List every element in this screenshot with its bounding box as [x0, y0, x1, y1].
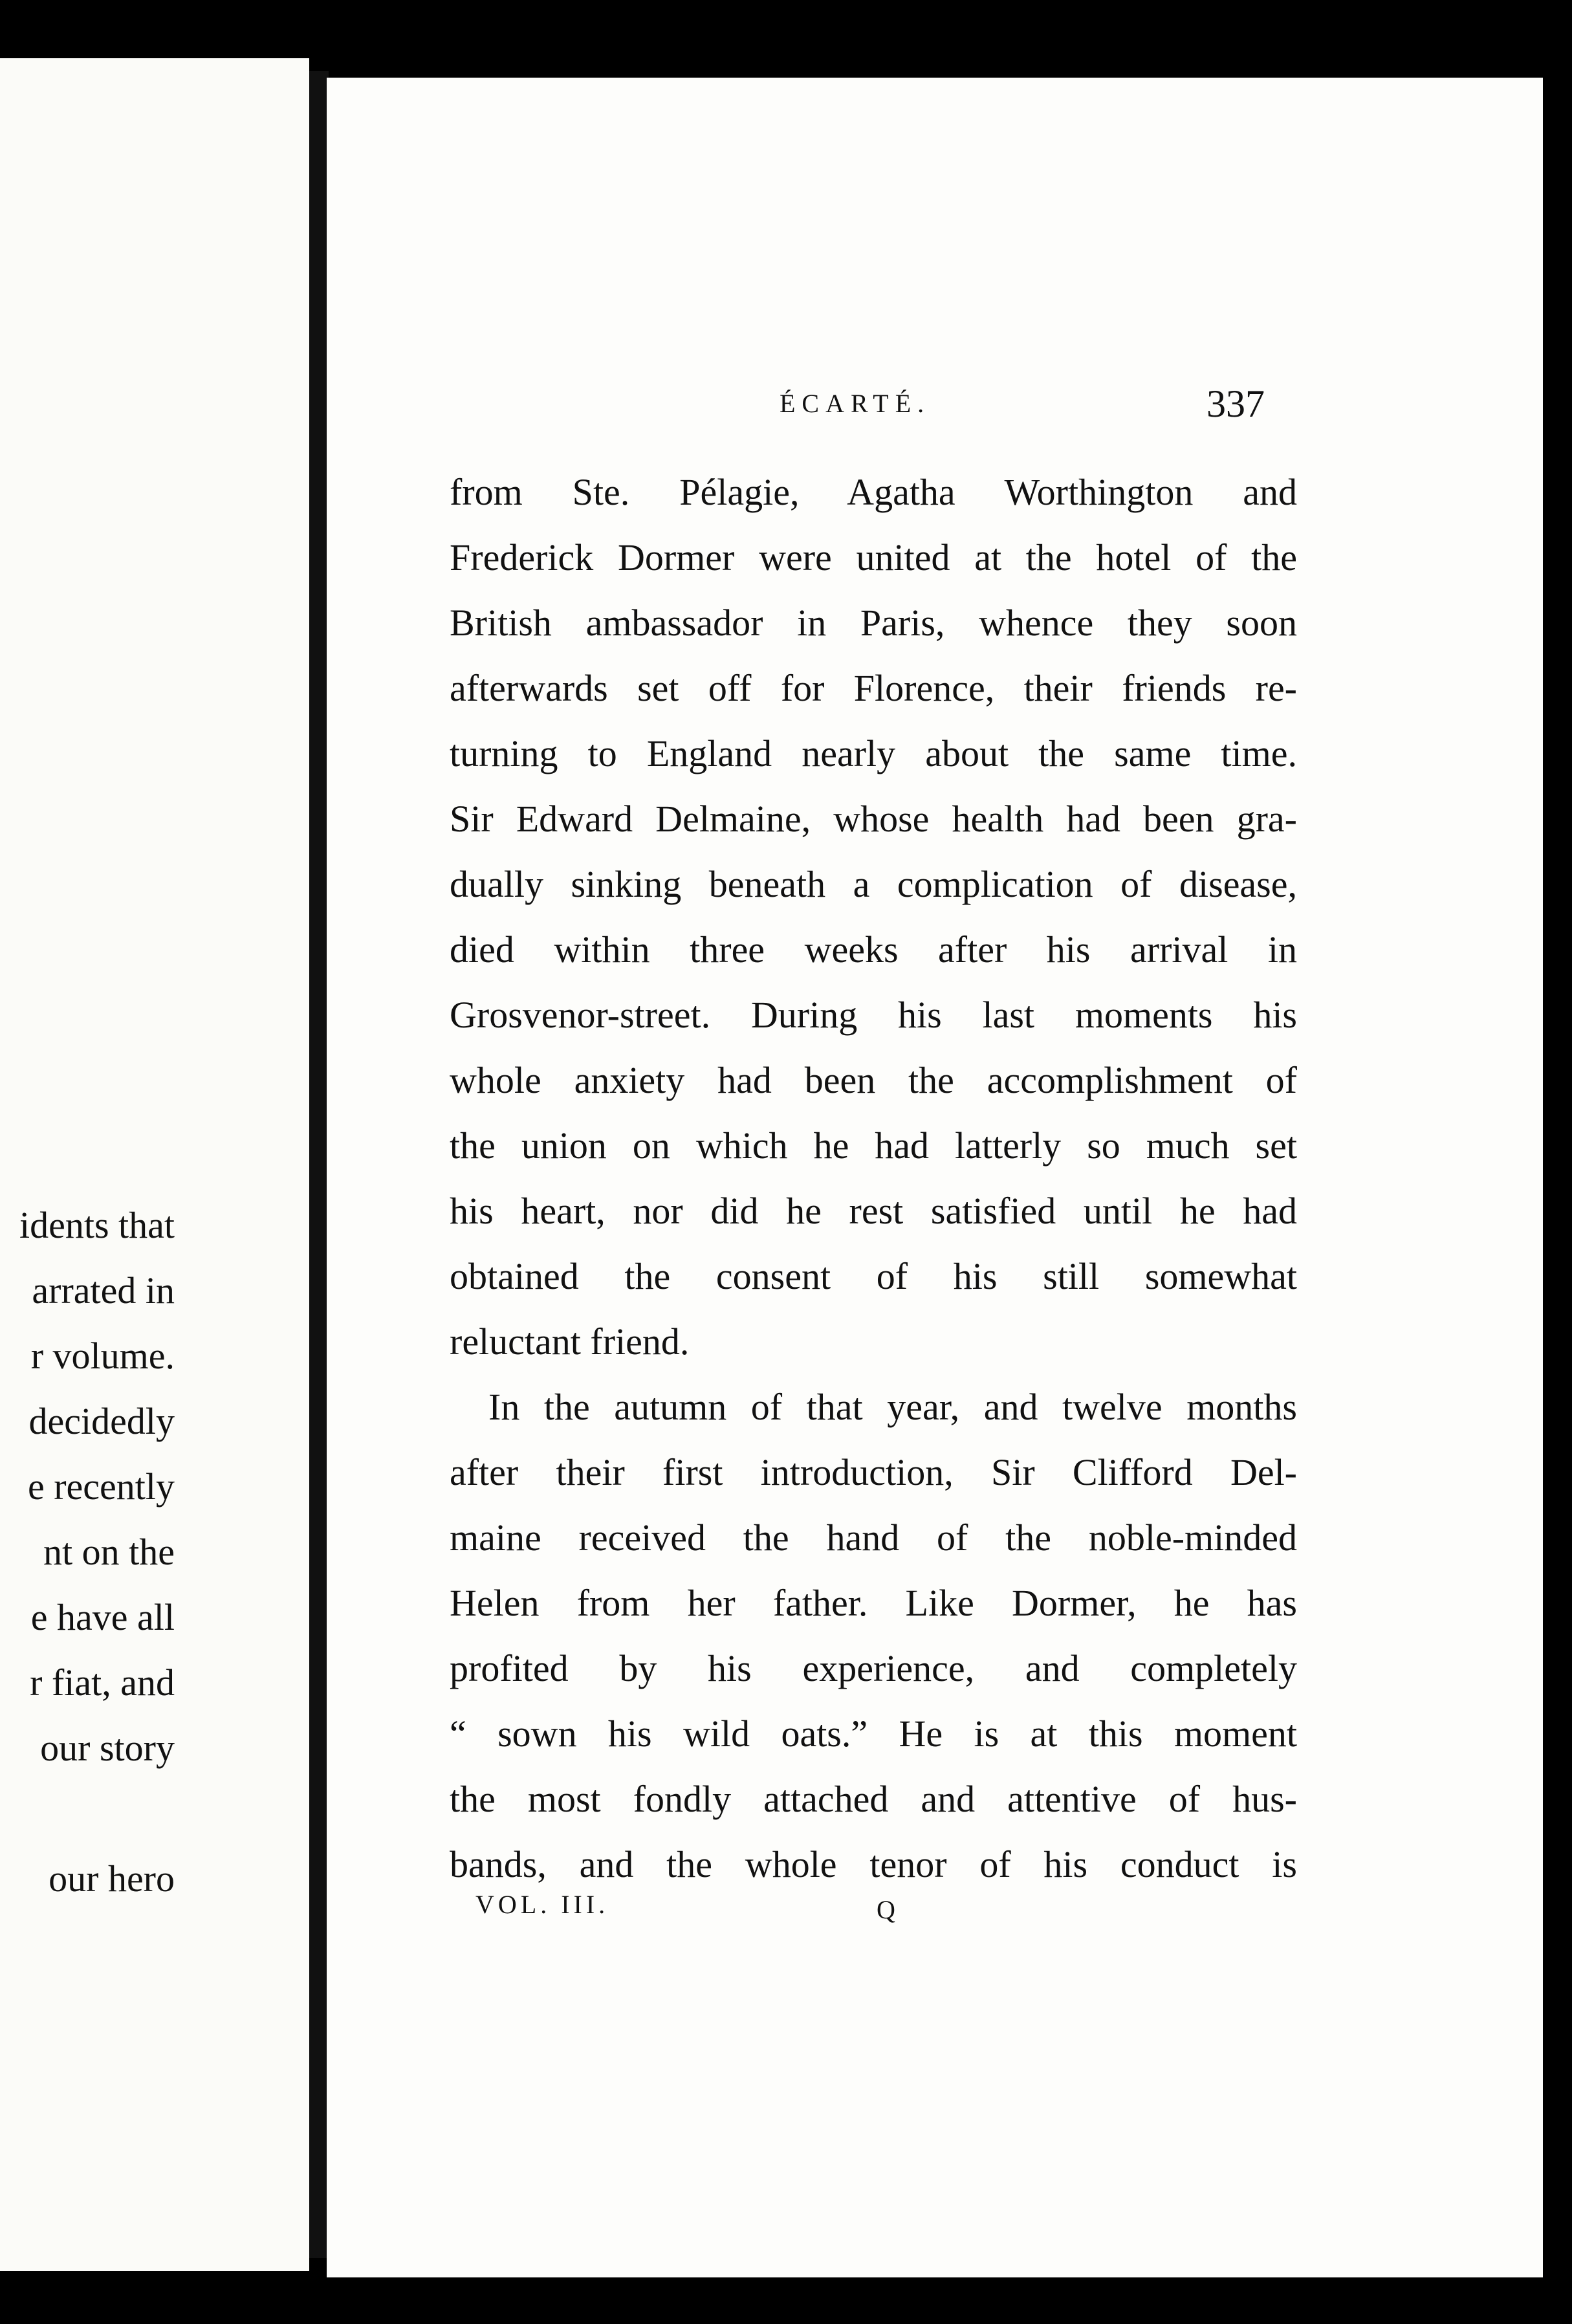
text-line: the union on which he had latterly so much set: [450, 1124, 1297, 1167]
text-line: turning to England nearly about the same time.: [450, 732, 1297, 774]
text-line: Grosvenor-street. During his last moments his: [450, 994, 1297, 1036]
text-line: reluctant friend.: [450, 1321, 690, 1363]
text-line: Sir Edward Delmaine, whose health had been gra-: [450, 798, 1297, 840]
page-number: 337: [1206, 382, 1265, 425]
left-page-line: arrated in: [32, 1269, 175, 1311]
right-page: [327, 78, 1543, 2277]
text-line: British ambassador in Paris, whence they soon: [450, 602, 1297, 644]
left-page-line: our hero: [49, 1858, 175, 1900]
left-facing-page: [0, 58, 309, 2271]
text-line: obtained the consent of his still somewhat: [450, 1255, 1297, 1297]
left-page-line: e have all: [30, 1596, 175, 1638]
text-line: Helen from her father. Like Dormer, he has: [450, 1582, 1297, 1624]
text-line: the most fondly attached and attentive of hus-: [450, 1778, 1297, 1820]
text-line: afterwards set off for Florence, their friends re-: [450, 667, 1297, 709]
text-line: maine received the hand of the noble-minded: [450, 1517, 1297, 1559]
running-title: ÉCARTÉ.: [780, 389, 931, 418]
text-line: bands, and the whole tenor of his conduct is: [450, 1843, 1297, 1885]
text-line: his heart, nor did he rest satisfied until he had: [450, 1190, 1297, 1232]
page-footer: [475, 1889, 1316, 1941]
left-page-line: idents that: [19, 1204, 175, 1246]
volume-marker: VOL. III.: [475, 1890, 609, 1919]
left-page-line: r fiat, and: [30, 1661, 175, 1704]
left-page-line: our story: [40, 1727, 175, 1769]
left-page-line: e recently: [27, 1465, 175, 1507]
left-page-line: decidedly: [28, 1400, 175, 1442]
text-line: profited by his experience, and completely: [450, 1647, 1297, 1689]
text-line: Frederick Dormer were united at the hotel of the: [450, 536, 1297, 578]
text-line: whole anxiety had been the accomplishment of: [450, 1059, 1297, 1101]
text-line: In the autumn of that year, and twelve months: [488, 1386, 1297, 1428]
text-line: dually sinking beneath a complication of disease,: [450, 863, 1297, 905]
left-page-line: r volume.: [30, 1335, 175, 1377]
left-page-line: nt on the: [43, 1531, 175, 1573]
book-gutter: [309, 71, 329, 2258]
text-line: “ sown his wild oats.” He is at this moment: [450, 1713, 1297, 1755]
text-line: after their first introduction, Sir Clifford Del-: [450, 1451, 1297, 1493]
text-line: died within three weeks after his arrival in: [450, 928, 1297, 970]
body-text: [450, 459, 1297, 1897]
running-head: [327, 382, 1543, 440]
signature-mark: Q: [877, 1895, 895, 1924]
text-line: from Ste. Pélagie, Agatha Worthington and: [450, 471, 1297, 513]
